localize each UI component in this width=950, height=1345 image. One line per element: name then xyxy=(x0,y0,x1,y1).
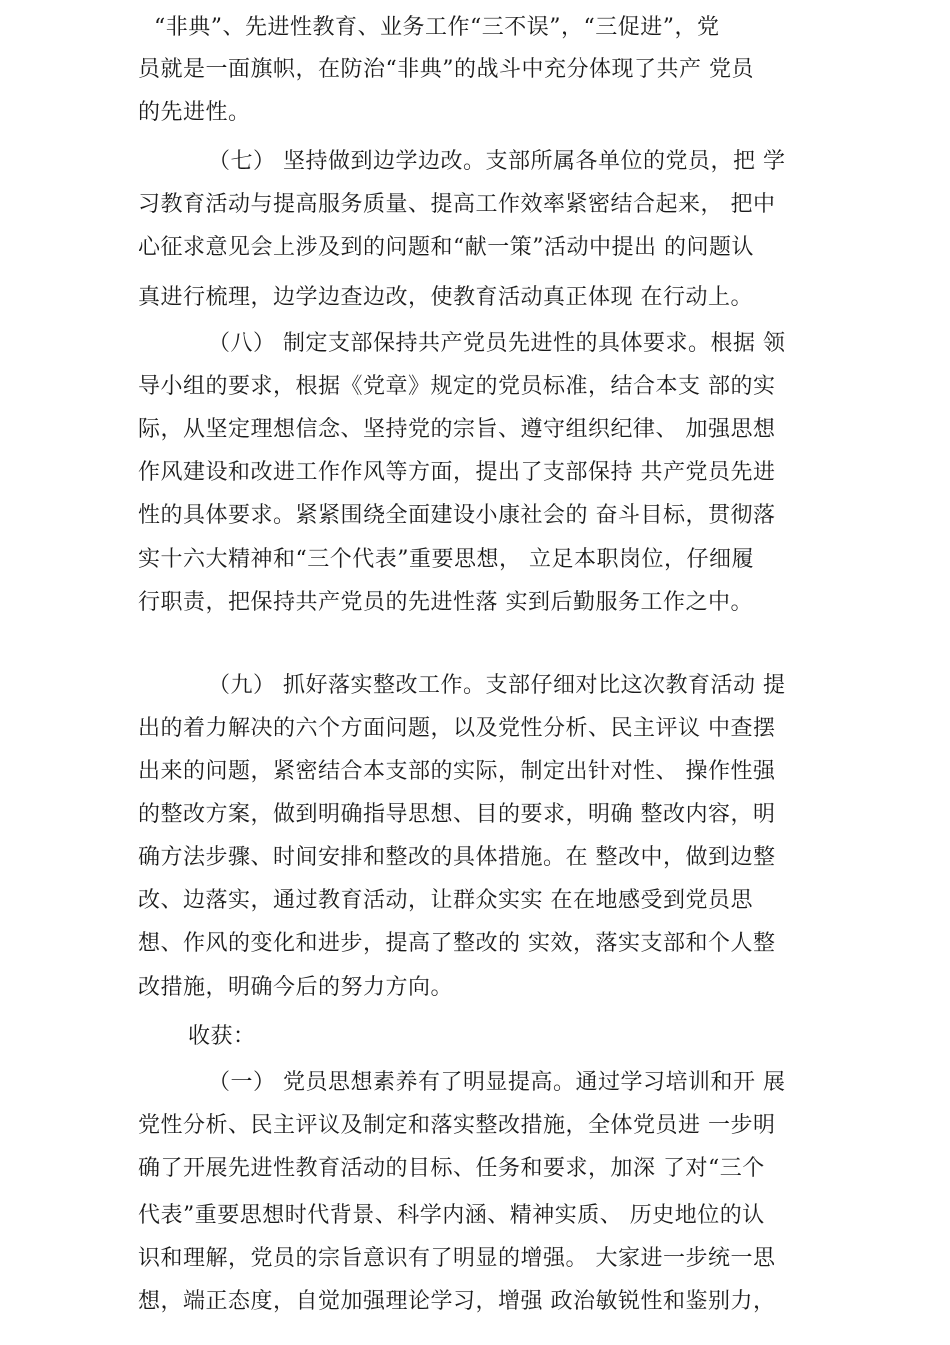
text-line: 际，从坚定理想信念、坚持党的宗旨、遵守组织纪律、 加强思想 xyxy=(138,417,776,442)
section-heading: 收获： xyxy=(188,1024,256,1049)
text-line: 出来的问题，紧密结合本支部的实际，制定出针对性、 操作性强 xyxy=(138,759,776,784)
text-line: 作风建设和改进工作作风等方面，提出了支部保持 共产党员先进 xyxy=(138,460,776,485)
text-line: 员就是一面旗帜，在防治“非典”的战斗中充分体现了共产 党员 xyxy=(138,57,754,82)
text-line: 导小组的要求，根据《党章》规定的党员标准，结合本支 部的实 xyxy=(138,374,776,399)
text-line: 实十六大精神和“三个代表”重要思想， 立足本职岗位，仔细履 xyxy=(138,547,754,572)
text-line: 性的具体要求。紧紧围绕全面建设小康社会的 奋斗目标，贯彻落 xyxy=(138,503,776,528)
text-line: 改措施，明确今后的努力方向。 xyxy=(138,975,454,1000)
text-line: （八） 制定支部保持共产党员先进性的具体要求。根据 领 xyxy=(208,331,786,356)
text-line: 识和理解，党员的宗旨意识有了明显的增强。 大家进一步统一思 xyxy=(138,1246,776,1271)
text-line: 想、作风的变化和进步，提高了整改的 实效，落实支部和个人整 xyxy=(138,931,776,956)
text-line: 心征求意见会上涉及到的问题和“献一策”活动中提出 的问题认 xyxy=(138,235,754,260)
text-line: 行职责，把保持共产党员的先进性落 实到后勤服务工作之中。 xyxy=(138,590,753,615)
text-line: （九） 抓好落实整改工作。支部仔细对比这次教育活动 提 xyxy=(208,673,786,698)
text-line: （七） 坚持做到边学边改。支部所属各单位的党员，把 学 xyxy=(208,149,786,174)
text-line: 的整改方案，做到明确指导思想、目的要求，明确 整改内容，明 xyxy=(138,802,776,827)
text-line: （一） 党员思想素养有了明显提高。通过学习培训和开 展 xyxy=(208,1070,786,1095)
text-line: 确方法步骤、时间安排和整改的具体措施。在 整改中，做到边整 xyxy=(138,845,776,870)
text-line: 出的着力解决的六个方面问题，以及党性分析、民主评议 中查摆 xyxy=(138,716,776,741)
text-line: 习教育活动与提高服务质量、提高工作效率紧密结合起来， 把中 xyxy=(138,192,776,217)
text-line: 改、边落实，通过教育活动，让群众实实 在在地感受到党员思 xyxy=(138,888,753,913)
text-line: 真进行梳理，边学边查边改，使教育活动真正体现 在行动上。 xyxy=(138,285,753,310)
text-line: 确了开展先进性教育活动的目标、任务和要求，加深 了对“三个 xyxy=(138,1156,765,1181)
text-line: 想，端正态度，自觉加强理论学习，增强 政治敏锐性和鉴别力， xyxy=(138,1289,776,1314)
text-line: 的先进性。 xyxy=(138,100,251,125)
text-line: 代表”重要思想时代背景、科学内涵、精神实质、 历史地位的认 xyxy=(138,1203,765,1228)
text-line: “非典”、先进性教育、业务工作“三不误”，“三促进”，党 xyxy=(154,15,720,40)
text-line: 党性分析、民主评议及制定和落实整改措施，全体党员进 一步明 xyxy=(138,1113,776,1138)
